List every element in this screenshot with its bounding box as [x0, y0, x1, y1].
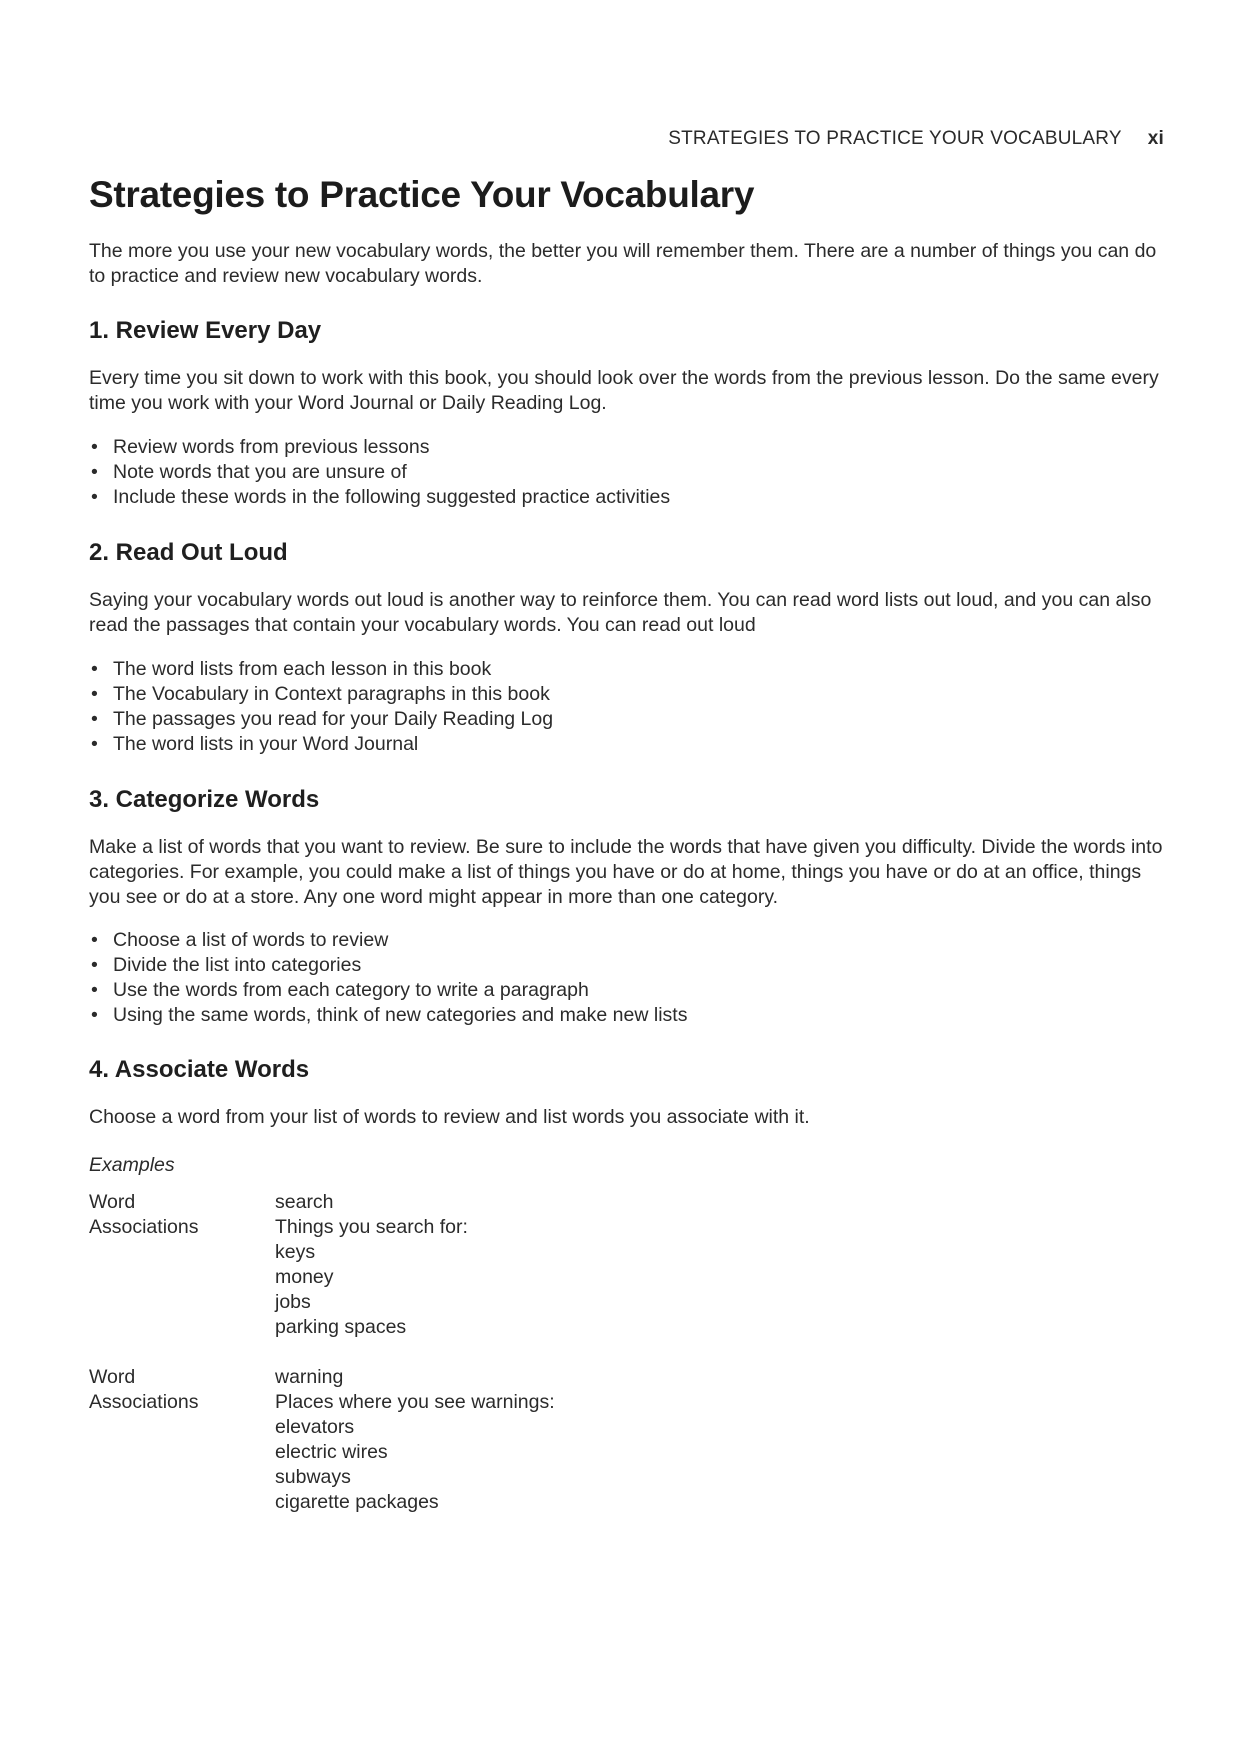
- section-heading-categorize-words: 3. Categorize Words: [89, 786, 320, 813]
- intro-paragraph: The more you use your new vocabulary words, the better you will remember them. There are a number of things you can do to practice and review new vocabulary words.: [89, 240, 1157, 287]
- section-body-read-out-loud: Saying your vocabulary words out loud is another way to reinforce them. You can read word lists out loud, and you can also read the passages that contain your vocabulary words. You can read out loud: [89, 589, 1152, 636]
- bullet-list-review-every-day: [89, 435, 670, 510]
- list-item: • Use the words from each category to write a paragraph: [91, 979, 589, 1001]
- running-header-text: STRATEGIES TO PRACTICE YOUR VOCABULARY: [668, 128, 1122, 149]
- examples-label: Examples: [89, 1154, 175, 1176]
- list-item: keys: [275, 1241, 316, 1263]
- list-item: • The word lists in your Word Journal: [91, 733, 419, 755]
- section-heading-associate-words: 4. Associate Words: [89, 1056, 310, 1083]
- example-word-label: Word: [89, 1366, 136, 1388]
- example-associations-intro: Places where you see warnings:: [275, 1391, 555, 1413]
- list-item: • Review words from previous lessons: [91, 436, 430, 458]
- example-block: [89, 1190, 789, 1340]
- example-associations-list: [275, 1415, 789, 1515]
- example-associations-list: [275, 1240, 789, 1340]
- section-heading-read-out-loud: 2. Read Out Loud: [89, 539, 288, 566]
- list-item: elevators: [275, 1416, 355, 1438]
- list-item: • Include these words in the following suggested practice activities: [91, 486, 671, 508]
- list-item: subways: [275, 1466, 351, 1488]
- section-body-review-every-day: Every time you sit down to work with this book, you should look over the words from the previous lesson. Do the same every time you work with your Word Journal or Daily Reading Log.: [89, 367, 1159, 414]
- list-item: jobs: [275, 1291, 311, 1313]
- section-heading-review-every-day: 1. Review Every Day: [89, 317, 322, 344]
- example-word: warning: [275, 1366, 344, 1388]
- list-item: • Choose a list of words to review: [91, 929, 389, 951]
- list-item: parking spaces: [275, 1316, 407, 1338]
- page-number: xi: [1147, 128, 1164, 149]
- bullet-list-categorize-words: [89, 928, 687, 1028]
- list-item: • The Vocabulary in Context paragraphs in this book: [91, 683, 550, 705]
- example-associations-label: Associations: [89, 1391, 199, 1413]
- list-item: • Note words that you are unsure of: [91, 461, 407, 483]
- example-associations-row: [89, 1390, 789, 1415]
- section-body-categorize-words: Make a list of words that you want to review. Be sure to include the words that have given you difficulty. Divide the words into categories. For example, you could make a list of things you have or do at home, things you have or do at an office, things you see or do at a store. Any one word might appear in more than one category.: [89, 836, 1163, 908]
- page-title: Strategies to Practice Your Vocabulary: [89, 174, 755, 215]
- list-item: electric wires: [275, 1441, 388, 1463]
- list-item: • The word lists from each lesson in this book: [91, 658, 492, 680]
- list-item: • Using the same words, think of new categories and make new lists: [91, 1004, 688, 1026]
- list-item: cigarette packages: [275, 1491, 439, 1513]
- example-word: search: [275, 1191, 334, 1213]
- list-item: • Divide the list into categories: [91, 954, 362, 976]
- list-item: • The passages you read for your Daily Reading Log: [91, 708, 554, 730]
- example-associations-label: Associations: [89, 1216, 199, 1238]
- example-associations-intro: Things you search for:: [275, 1216, 468, 1238]
- example-word-row: [89, 1365, 789, 1390]
- section-body-associate-words: Choose a word from your list of words to review and list words you associate with it.: [89, 1106, 810, 1128]
- list-item: money: [275, 1266, 334, 1288]
- running-header: [668, 128, 1164, 150]
- example-word-label: Word: [89, 1191, 136, 1213]
- example-block: [89, 1365, 789, 1515]
- example-word-row: [89, 1190, 789, 1215]
- bullet-list-read-out-loud: [89, 657, 553, 757]
- example-associations-row: [89, 1215, 789, 1240]
